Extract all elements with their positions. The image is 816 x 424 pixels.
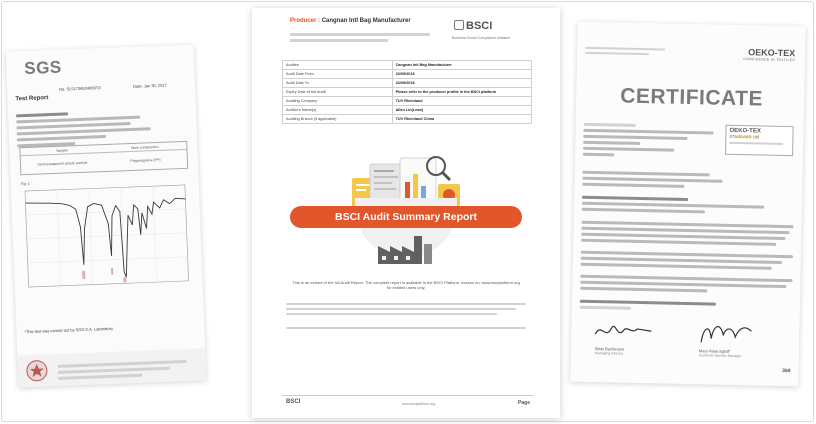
sgs-report-date: Date: Jan 30, 2017 bbox=[132, 82, 167, 89]
bsci-page-footer bbox=[282, 395, 534, 411]
bsci-footer-url: www.bsciplatform.org bbox=[402, 402, 436, 406]
bsci-producer-label: Producer : bbox=[290, 18, 321, 24]
certificate-title: CERTIFICATE bbox=[620, 84, 764, 111]
table-row: Audit Date To 23/09/2018 bbox=[283, 79, 532, 88]
bsci-audit-summary-document bbox=[252, 8, 560, 418]
bsci-logo-tagline: Business Social Compliance Initiative bbox=[452, 36, 510, 40]
bsci-extract-note: This is an extract of the full Audit Report. The complete report is available in the BSCI Platform. Access on: www.bsciplatform.org for entitled users only. bbox=[292, 280, 520, 290]
bsci-producer-details bbox=[290, 30, 430, 45]
oeko-company-address bbox=[583, 120, 714, 162]
table-row: Auditee Cangnan Intl Bag Manufacturer bbox=[283, 61, 532, 70]
sgs-logo: SGS bbox=[23, 57, 63, 79]
factory-icon bbox=[372, 230, 440, 264]
sgs-result-table bbox=[19, 141, 188, 175]
sgs-red-emblem-icon bbox=[23, 358, 50, 383]
sgs-report-number: No. SL51736524689TX bbox=[59, 85, 101, 92]
table-row: Audit Date From 23/09/2018 bbox=[283, 70, 532, 79]
bsci-fine-print bbox=[286, 300, 526, 332]
sgs-table-header-sample: Sample bbox=[55, 148, 68, 153]
bsci-producer-line bbox=[290, 18, 411, 24]
bsci-footer-logo: BSCI bbox=[286, 399, 301, 405]
sgs-footer-note: *This test was carried out by SGS S.A. Laboratory bbox=[24, 325, 114, 335]
table-row: Expiry Date of the Audit Please refer to the producer profile in the BSCI platform bbox=[283, 88, 532, 97]
bsci-logo: BSCI bbox=[454, 20, 492, 32]
oeko-tex-logo: OEKO-TEX CONFIDENCE IN TEXTILES bbox=[743, 47, 796, 63]
signature-block-left: Walo Bachmann Managing Director bbox=[591, 316, 672, 358]
signature-image bbox=[591, 316, 662, 345]
table-row: Auditor's Name(s) Allen Lin(Lead) bbox=[283, 106, 532, 115]
table-row: Auditing Branch (if applicable) TUV Rheinland China bbox=[283, 115, 532, 124]
sgs-test-report-document bbox=[6, 45, 207, 388]
sgs-table-header-composition: Main composition bbox=[131, 144, 159, 150]
oeko-standard-label-box: OEKO-TEX STANDARD 100 bbox=[725, 125, 794, 156]
bsci-audit-info-table bbox=[282, 60, 532, 124]
sgs-table-sample: Semi-transparent plastic particle bbox=[37, 160, 88, 167]
bsci-producer-name: Cangnan Intl Bag Manufacturer bbox=[321, 18, 411, 24]
oeko-header-text bbox=[585, 44, 665, 59]
sgs-table-composition: Polypropylene (PP) bbox=[130, 157, 161, 164]
sgs-report-title: Test Report bbox=[15, 95, 49, 103]
bsci-report-title-banner: BSCI Audit Summary Report bbox=[290, 206, 522, 228]
sgs-figure-label: Fig 1 bbox=[20, 180, 30, 187]
oeko-certificate-body-text bbox=[580, 168, 795, 316]
bsci-logo-icon bbox=[454, 20, 464, 30]
table-row: Auditing Company TUV Rheinland bbox=[283, 97, 532, 106]
oeko-tex-certificate-document bbox=[570, 22, 805, 387]
sgs-report-header bbox=[15, 81, 189, 151]
signature-image bbox=[695, 318, 766, 347]
bsci-page-number: Page bbox=[518, 400, 530, 406]
signature-block-right: Mary Rose Egloff Customer Service Manager bbox=[695, 318, 776, 360]
oeko-corner-mark: 369 bbox=[782, 368, 791, 375]
sgs-ftir-spectrum-chart bbox=[19, 180, 195, 298]
